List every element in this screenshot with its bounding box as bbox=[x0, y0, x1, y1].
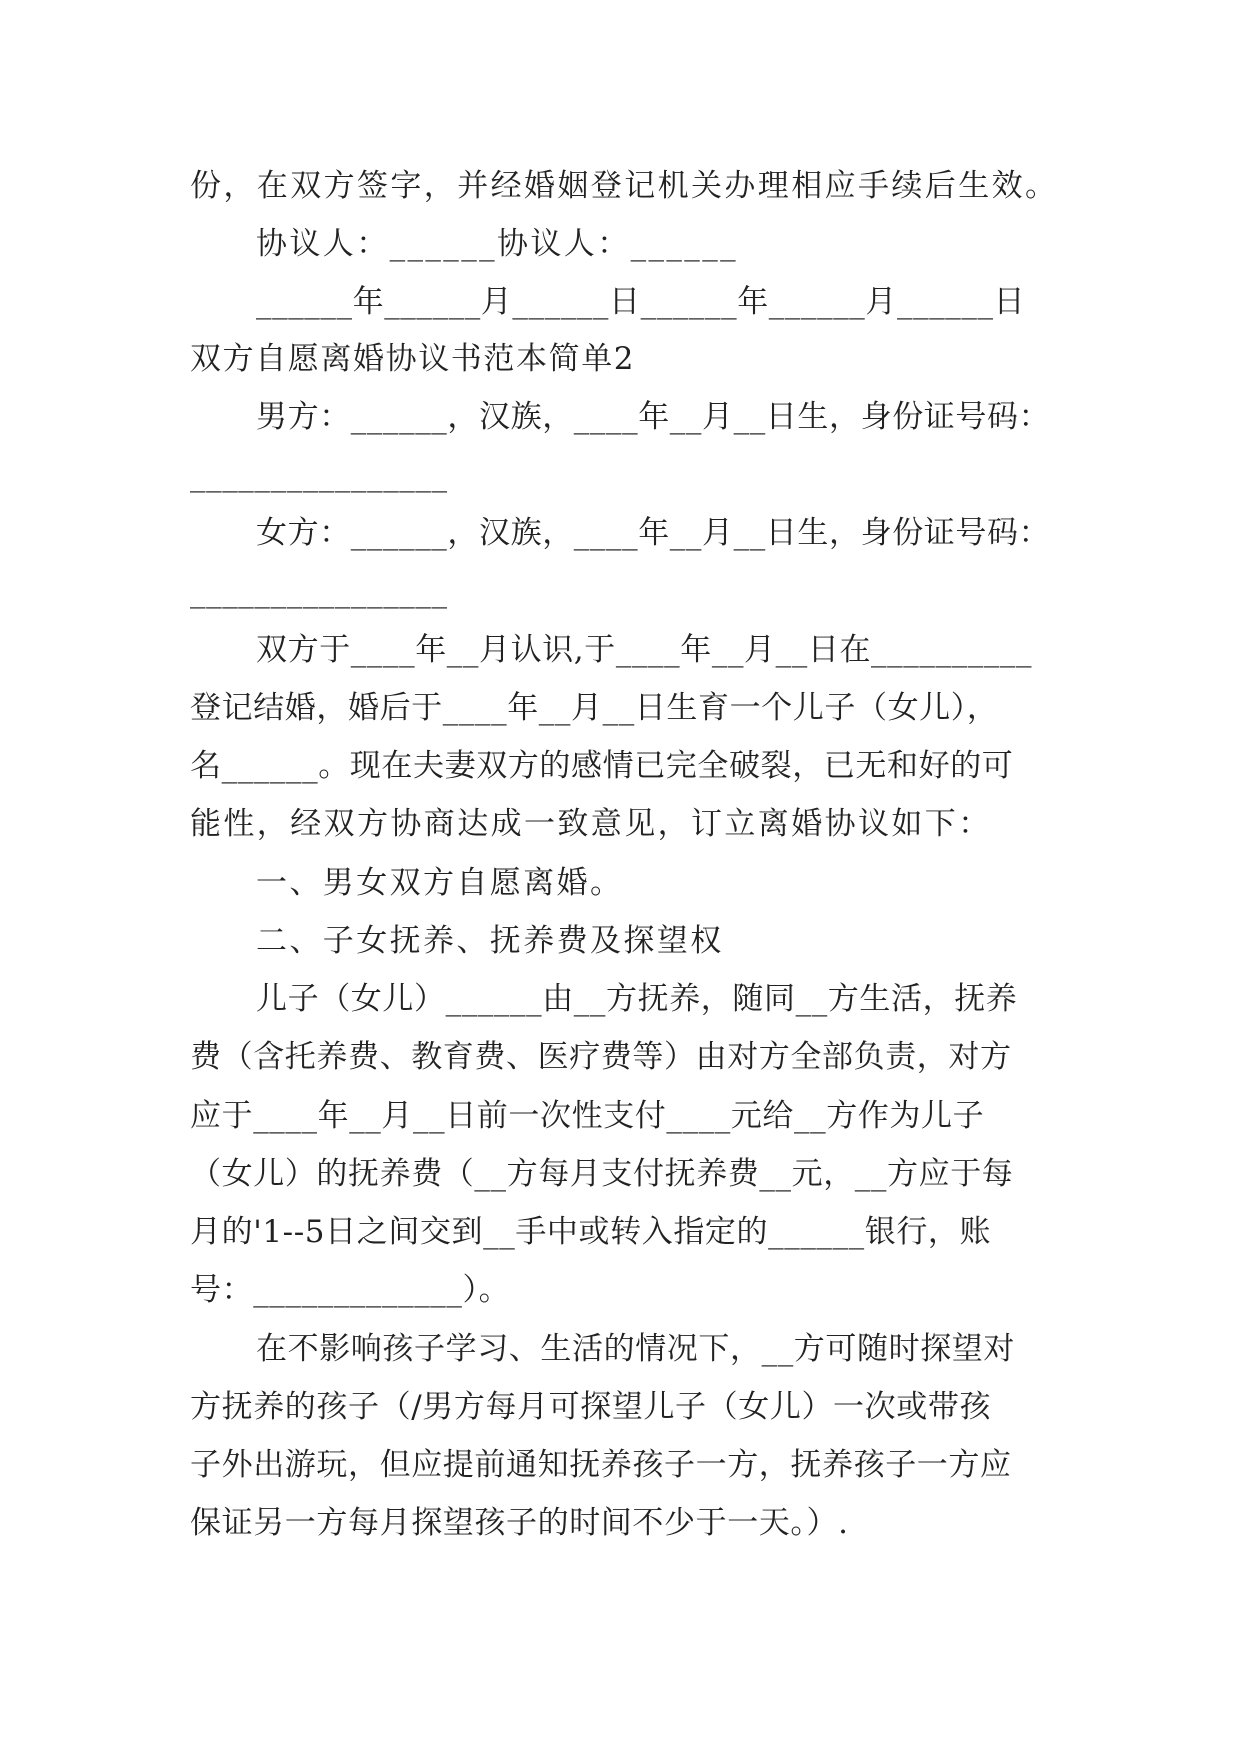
text-line: ________________ bbox=[190, 573, 448, 609]
text-line: 女方：______，汉族，____年__月__日生，身份证号码： bbox=[256, 515, 1051, 551]
text-line: 号：_____________）。 bbox=[190, 1272, 511, 1308]
text-line: 保证另一方每月探望孩子的时间不少于一天。）. bbox=[190, 1505, 849, 1541]
text-line: 男方：______，汉族，____年__月__日生，身份证号码： bbox=[256, 399, 1051, 435]
text-line: ______年______月______日______年______月______日 bbox=[256, 284, 1026, 320]
text-line: 儿子（女儿）______由__方抚养，随同__方生活，抚养 bbox=[256, 981, 1018, 1017]
text-line: 协议人：______协议人：______ bbox=[256, 226, 738, 262]
text-line: 子外出游玩，但应提前通知抚养孩子一方，抚养孩子一方应 bbox=[190, 1447, 1012, 1483]
text-line: （女儿）的抚养费（__方每月支付抚养费__元，__方应于每 bbox=[190, 1156, 1014, 1192]
section-title: 双方自愿离婚协议书范本简单2 bbox=[190, 341, 636, 377]
text-line: 方抚养的孩子（/男方每月可探望儿子（女儿）一次或带孩 bbox=[190, 1389, 992, 1425]
text-line: 应于____年__月__日前一次性支付____元给__方作为儿子 bbox=[190, 1098, 985, 1134]
text-line: 在不影响孩子学习、生活的情况下，__方可随时探望对 bbox=[256, 1331, 1015, 1367]
text-line: 双方于____年__月认识,于____年__月__日在__________ bbox=[256, 632, 1033, 668]
text-line: 登记结婚，婚后于____年__月__日生育一个儿子（女儿）， bbox=[190, 690, 999, 726]
text-line: 一、男女双方自愿离婚。 bbox=[256, 865, 624, 901]
text-line: 费（含托养费、教育费、医疗费等）由对方全部负责，对方 bbox=[190, 1039, 1012, 1075]
text-line: 名______。现在夫妻双方的感情已完全破裂，已无和好的可 bbox=[190, 748, 1014, 784]
text-line: ________________ bbox=[190, 457, 448, 493]
text-line: 月的'1--5日之间交到__手中或转入指定的______银行，账 bbox=[190, 1214, 992, 1250]
text-line: 能性，经双方协商达成一致意见，订立离婚协议如下： bbox=[190, 806, 992, 842]
text-line: 二、子女抚养、抚养费及探望权 bbox=[256, 923, 724, 959]
text-line: 份，在双方签字，并经婚姻登记机关办理相应手续后生效。 bbox=[190, 168, 1059, 204]
